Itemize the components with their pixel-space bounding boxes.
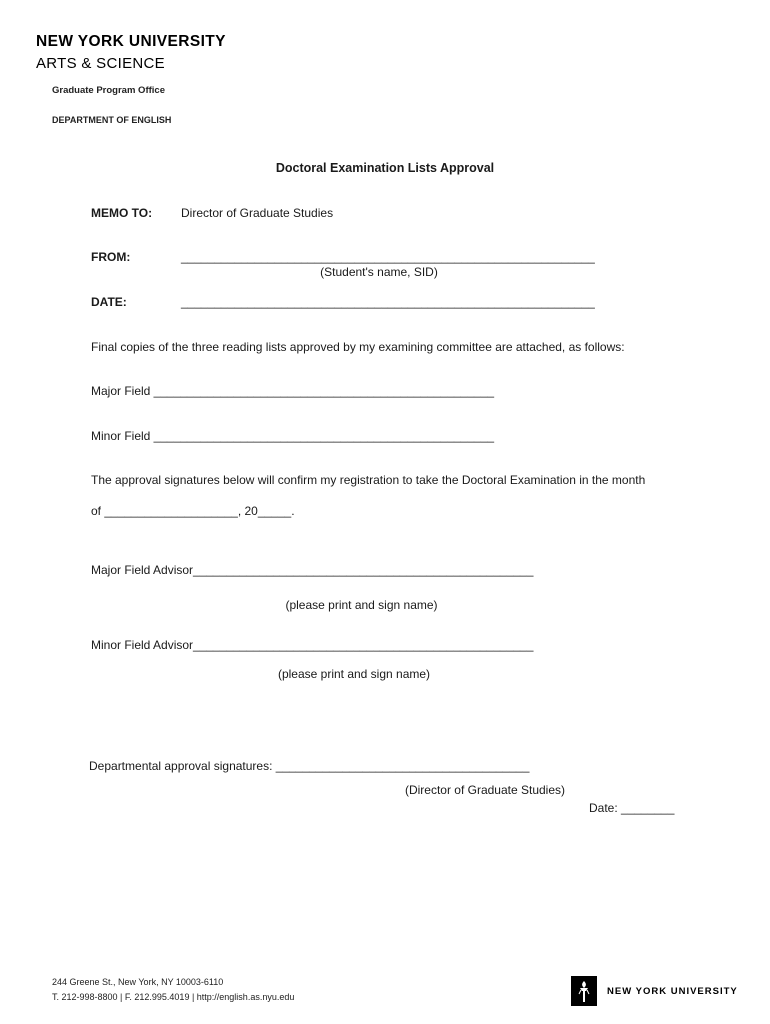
intro-text: Final copies of the three reading lists approved by my examining committee are attached, as follows: bbox=[91, 340, 625, 354]
major-advisor-caption: (please print and sign name) bbox=[285, 598, 438, 612]
major-field-line[interactable]: Major Field ___________________________________________________ bbox=[91, 384, 495, 398]
departmental-signature-line[interactable]: Departmental approval signatures: ______________________________________ bbox=[89, 759, 530, 773]
month-line[interactable]: of ____________________, 20_____. bbox=[91, 504, 295, 518]
logo-university-name: NEW YORK UNIVERSITY bbox=[36, 33, 226, 50]
from-line[interactable]: ______________________________________________________________ bbox=[181, 250, 595, 264]
minor-field-line[interactable]: Minor Field ___________________________________________________ bbox=[91, 429, 495, 443]
memo-to-value: Director of Graduate Studies bbox=[181, 206, 334, 220]
document-title: Doctoral Examination Lists Approval bbox=[275, 161, 495, 175]
date-line[interactable]: ______________________________________________________________ bbox=[181, 295, 595, 309]
memo-to-label: MEMO TO: bbox=[91, 206, 153, 220]
department-name: DEPARTMENT OF ENGLISH bbox=[52, 115, 172, 125]
date-sign-line[interactable]: Date: ________ bbox=[589, 801, 675, 815]
minor-advisor-caption: (please print and sign name) bbox=[277, 667, 431, 681]
departmental-caption: (Director of Graduate Studies) bbox=[404, 783, 566, 797]
footer-nyu-wordmark: NEW YORK UNIVERSITY bbox=[607, 986, 738, 997]
logo-school-name: ARTS & SCIENCE bbox=[36, 55, 165, 72]
date-label: DATE: bbox=[91, 295, 127, 309]
from-caption: (Student's name, SID) bbox=[320, 265, 438, 279]
office-name: Graduate Program Office bbox=[52, 85, 165, 96]
from-label: FROM: bbox=[91, 250, 131, 264]
approval-text: The approval signatures below will confirm my registration to take the Doctoral Examination in the month bbox=[91, 473, 646, 487]
footer-contact: T. 212-998-8800 | F. 212.995.4019 | http://english.as.nyu.edu bbox=[52, 992, 295, 1002]
torch-icon bbox=[571, 976, 597, 1006]
footer-address: 244 Greene St., New York, NY 10003-6110 bbox=[52, 977, 224, 987]
minor-advisor-line[interactable]: Minor Field Advisor___________________________________________________ bbox=[91, 638, 534, 652]
major-advisor-line[interactable]: Major Field Advisor___________________________________________________ bbox=[91, 563, 534, 577]
